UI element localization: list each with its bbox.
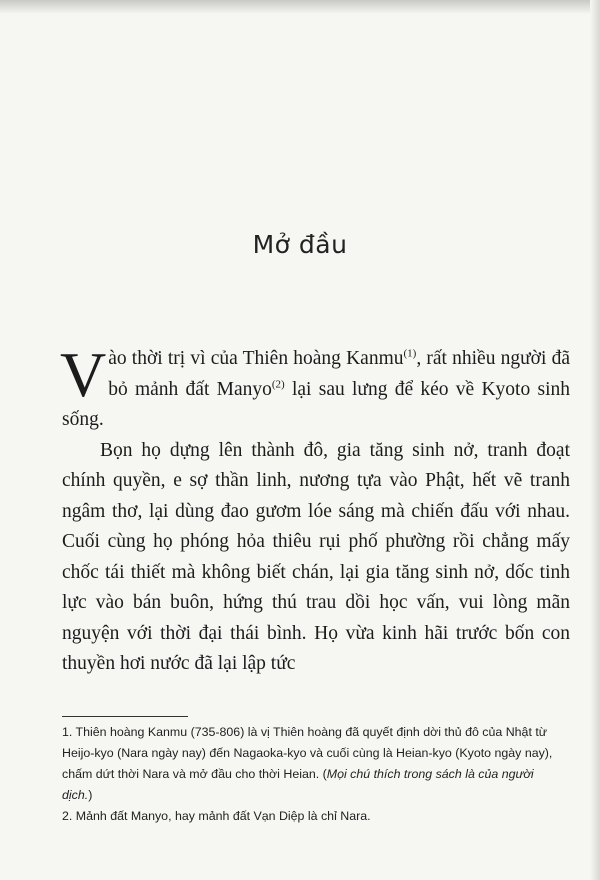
footnote-1-close: ) <box>88 788 93 802</box>
footnote-2: 2. Mảnh đất Manyo, hay mảnh đất Vạn Diệp là chỉ Nara. <box>62 809 371 823</box>
footnote-ref-1: (1) <box>403 347 417 360</box>
footnote-1-italic-note: Mọi chú thích trong sách là của người dịch. <box>62 767 534 802</box>
footnote-1 <box>62 722 562 806</box>
chapter-title: Mở đầu <box>252 230 348 259</box>
paragraph-1-part-b: , rất nhiều người đã bỏ mảnh đất Manyo <box>108 348 570 400</box>
footnote-1-text: 1. Thiên hoàng Kanmu (735-806) là vị Thiên hoàng đã quyết định dời thủ đô của Nhật từ Heijo-kyo (Nara ngày nay) đến Nagaoka-kyo và cuối cùng là Heian-kyo (Kyoto ngày nay), chấm dứt thời Nara và mở đầu cho thời Heian. ( <box>62 725 553 781</box>
drop-cap: V <box>60 339 107 410</box>
page-right-edge-shadow <box>590 0 600 880</box>
footnote-ref-2: (2) <box>271 378 285 390</box>
paragraph-2: Bọn họ dựng lên thành đô, gia tăng sinh nở, tranh đoạt chính quyền, e sợ thần linh, nương tựa vào Phật, hết vẽ tranh ngâm thơ, lại dùng đao gươm lóe sáng mà chiến đấu với nhau. Cuối cùng họ phóng hỏa thiêu rụi phố phường rồi chẳng mấy chốc tái thiết mà không biết chán, lại gia tăng sinh nở, dốc tinh lực vào bán buôn, hứng thú trau dồi học vấn, vui lòng mãn nguyện với thời đại thái bình. Họ vừa kinh hãi trước bốn con thuyền hơi nước đã lại lập tức <box>62 439 570 674</box>
paragraph-1-part-a: ào thời trị vì của Thiên hoàng Kanmu <box>108 348 404 369</box>
page-top-edge-shadow <box>0 0 600 14</box>
footnote-divider <box>62 716 188 717</box>
body-text <box>60 339 570 680</box>
footnotes <box>62 722 562 827</box>
paragraph-1-part-c: lại sau lưng để kéo về Kyoto sinh sống. <box>62 378 570 430</box>
paragraph-1 <box>60 339 570 436</box>
